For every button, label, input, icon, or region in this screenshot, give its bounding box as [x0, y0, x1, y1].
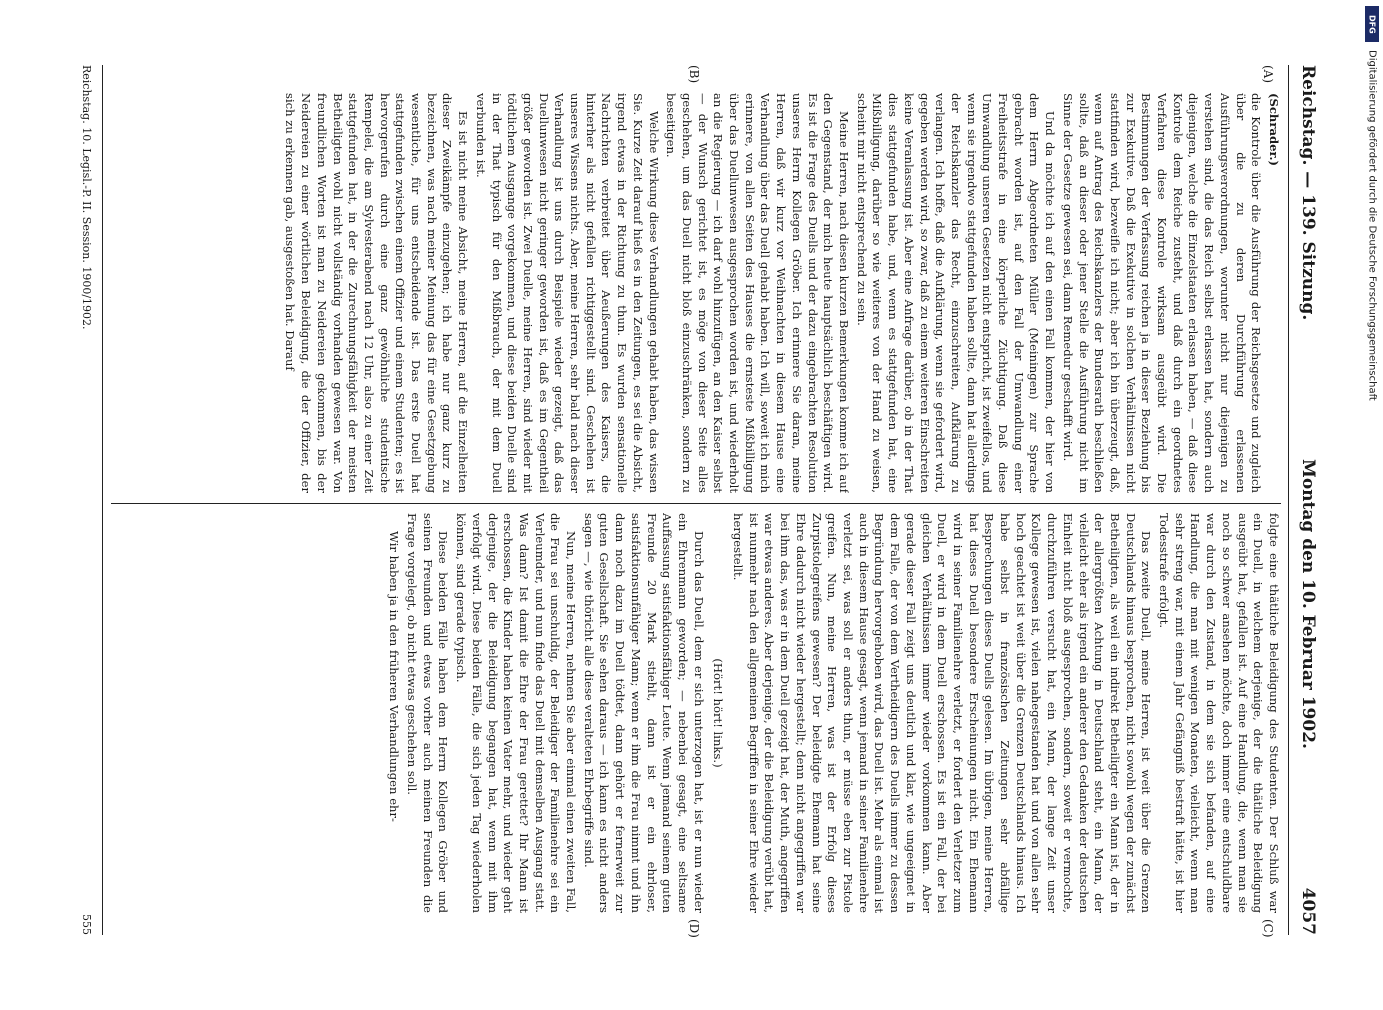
paragraph: Wir haben ja in den früheren Verhandlungen ehr-: [387, 531, 402, 822]
margin-marker-a: (A): [1261, 65, 1275, 84]
paragraph: Meine Herren, nach diesen kurzen Bemerkungen komme ich auf den Gegenstand, der mich heute hauptsächlich beschäftigen wird. Es ist die Frage des Duells und der dazu eingebrachten Resolution unseres Herrn Kollegen Gröber. Ich erinnere Sie daran, meine Herren, daß wir kurz vor Weihnachten in diesem Hause eine Verhandlung über das Duell gehabt haben. Ich will, soweit ich mich erinnere, von allen Seiten des Hauses die ernsteste Mißbilligung über das Duellunwesen ausgesprochen worden ist, und wiederholt an die Regierung — ich darf wohl hinzufügen, an den Kaiser selbst — der Wunsch gerichtet ist, es möge von dieser Seite alles geschehen, um das Duell nicht bloß einzuschränken, sondern zu beseitigen.: [664, 93, 852, 493]
page-header: [1293, 65, 1323, 935]
paragraph: die Kontrole über die Ausführung der Reichsgesetze und zugleich über die zu deren Durchführung erlassenen Ausführungsverordnungen, worunter nicht nur diejenigen zu verstehen sind, die das Reich selbst erlassen hat, sondern auch diejenigen, welche die Einzelstaaten erlassen haben, — daß diese Kontrole dem Reiche zusteht, und daß durch ein geordnetes Verfahren diese Kontrole wirksam ausgeübt wird. Die Bestimmungen der Verfassung reichen ja in dieser Beziehung bis zur Exekutive. Daß die Exekutive in solchen Verhältnissen nicht stattfinden wird, bezweifle ich nicht; aber ich bin überzeugt, daß, wenn auf Antrag des Reichskanzlers der Bundesrath beschließen sollte, daß an dieser oder jener Stelle die Ausführung nicht im Sinne der Gesetze gewesen sei, dann Remedur geschafft wird.: [1060, 93, 1264, 493]
paragraph: Das zweite Duell, meine Herren, ist weit über die Grenzen Deutschlands hinaus besprochen, nicht sowohl wegen der zunächst Betheiligten, als weil ein indirekt Betheiligter ein Mann ist, der in der allergrößten Achtung in Deutschland steht, ein Mann, der vielleicht eher als irgend ein anderer den Gedanken der deutschen Einheit nicht bloß ausgesprochen, sondern, soweit er vermochte, durchzuführen versucht hat, ein Mann, der lange Zeit unser Kollege gewesen ist, vielen nahegestanden hat und von allen sehr hoch geachtet ist weit über die Grenzen Deutschlands hinaus. Ich habe selbst in französischen Zeitungen sehr abfällige Besprechungen dieses Duells gelesen. Im übrigen, meine Herren, hat dieses Duell besondere Erscheinungen nicht. Ein Ehemann wird in seiner Familienehre verletzt, er fordert den Verletzer zum Duell, er wird in dem Duell erschossen. Es ist ein Fall, der bei gleichen Verhältnissen immer wieder vorkommen kann. Aber gerade dieser Fall zeigt uns deutlich und klar, wie ungeeignet in dem Falle, der von dem Vertheidigern des Duells immer zu dessen Begründung hervorgehoben wird, das Duell ist. Mehr als einmal ist auch in diesem Hause gesagt, wenn jemand in seiner Familienehre verletzt sei, was soll er anders thun, er müsse eben zur Pistole greifen. Nun, meine Herren, was ist der Erfolg dieses Zurpistolegreifens gewesen? Der beleidigte Ehemann hat seine Ehre dadurch nicht wieder hergestellt; denn nicht angegriffen war bei ihm das, was er in dem Duell gezeigt hat, der Muth, angegriffen war etwas anderes. Aber derjenige, der die Beleidigung verübt hat, ist nunmehr nach den allgemeinen Begriffen in seiner Ehre wieder hergestellt.: [731, 513, 1154, 913]
paragraph: Durch das Duell, dem er sich unterzogen hat, ist er nun wieder ein Ehrenmann geworden; — nebenbei gesagt, eine seltsame Auffassung satisfaktionsfähiger Leute. Wenn jemand seinem guten Freunde 20 Mark stiehlt, dann ist er ein ehrloser, satisfaktionsunfähiger Mann; wenn er ihm die Frau nimmt und ihn dann noch dazu im Duell tödtet, dann gehört er fernerweit zur guten Gesellschaft. Sie sehen daraus — ich kann es nicht anders sagen —, wie thöricht alle diese veralteten Ehrbegriffe sind.: [581, 513, 706, 913]
interjection: (Hört! hört! links.): [711, 658, 726, 768]
margin-marker-c: (C): [1261, 919, 1275, 938]
speaker-name: (Schrader.): [1267, 93, 1281, 167]
page-footer: [76, 65, 103, 935]
margin-marker-b: (B): [687, 65, 701, 84]
paragraph: Nun, meine Herren, nehmen Sie aber einmal einen zweiten Fall, die Frau sei unschuldig, der Beleidiger der Familienehre sei ein Verleumder, und nun finde das Duell mit demselben Ausgang statt. Was dann? Ist damit die Ehre der Frau gerettet? Ihr Mann ist erschossen, die Kinder haben keinen Vater mehr, und wieder geht derjenige, der die Beleidigung begangen hat, wenn mit ihm verfolgt wird. Diese beiden Fälle, die sich jeden Tag wiederholen können, sind gerade typisch.: [454, 513, 579, 913]
paragraph: Welche Wirkung diese Verhandlungen gehabt haben, das wissen Sie. Kurze Zeit darauf hieß es in den Zeitungen, es sei die Absicht, irgend etwas in der Richtung zu thun. Es wurden sensationelle Nachrichten verbreitet über Aeußerungen des Kaisers, die hinterher als nicht gefallen richtiggestellt sind. Geschehen ist unseres Wissens nichts. Aber, meine Herren, sehr bald nach dieser Verhandlung ist uns durch Beispiele wieder gezeigt, daß das Duellunwesen nicht geringer geworden ist, daß es im Gegentheil größer geworden ist. Zwei Duelle, meine Herren, sind wieder mit tödtlichem Ausgange vorgekommen, und diese beiden Duelle sind in der That typisch für den Mißbrauch, der mit dem Duell verbunden ist.: [473, 93, 661, 493]
header-rule: [1288, 65, 1289, 935]
paragraph: Diese beiden Fälle haben dem Herrn Kollegen Gröber und seinen Freunden und etwas vorher auch meinen Freunden die Frage vorgelegt, ob nicht etwas geschehen soll.: [405, 513, 451, 913]
paragraph: folgte eine thätliche Beleidigung des Studenten. Der Schluß war ein Duell, in welchem derjenige, der die thätliche Beleidigung ausgeübt hat, gefallen ist. Auf eine Handlung, die, wenn man sie noch so schwer ansehen möchte, doch immer eine entschuldbare war durch den Zustand, in dem sie sich befanden, auf eine Handlung, die man mit wenigen Monaten, vielleicht, wenn man sehr streng war, mit einem Jahr Gefängniß bestraft hätte, ist hier Todesstrafe erfolgt.: [1157, 513, 1281, 913]
dfg-logo: DFG: [1365, 6, 1379, 42]
page-number: 4057: [1298, 887, 1318, 935]
left-column: [111, 93, 1281, 493]
paragraph: Es ist nicht meine Absicht, meine Herren, auf die Einzelheiten dieser Zweikämpfe einzugehen; ich habe nur ganz kurz zu bezeichnen, was nach meiner Meinung das für eine Gesetzgebung wesentliche, für uns entscheidende ist. Das erste Duell hat stattgefunden zwischen einem Offizier und einem Studenten; es ist hervorgerufen durch eine ganz gewöhnliche studentische Rempelei, die am Sylvesterabend nach 12 Uhr, also zu einer Zeit stattgefunden hat, in der die Zurechnungsfähigkeit der meisten Betheiligten wohl nicht vollständig vorhanden gewesen war. Von freundlichen Worten ist man zu Neidereien gekommen, bis der Neidereien zu einer wörtlichen Beleidigung, die der Offizier, der sich zu erkennen gab, ausgestoßen hat. Darauf: [283, 93, 471, 493]
digitization-note: Digitalisierung gefördert durch die Deutsche Forschungsgemeinschaft: [1366, 50, 1378, 401]
column-divider: [111, 503, 1281, 504]
footer-signature: 555: [80, 914, 94, 935]
scanned-page: [41, 35, 1341, 965]
header-date: Montag den 10. Februar 1902.: [1298, 459, 1318, 749]
footer-session: Reichstag. 10. Legisl.-P. II. Session. 1900/1902.: [80, 65, 94, 330]
header-left: Reichstag. — 139. Sitzung.: [1298, 65, 1318, 321]
right-column: [111, 513, 1281, 913]
paragraph: Und da möchte ich auf den einen Fall kommen, der hier von dem Herrn Abgeordneten Müller (Meiningen) zur Sprache gebracht worden ist, auf den Fall der Umwandlung einer Freiheitsstrafe in eine körperliche Züchtigung. Daß diese Umwandlung unseren Gesetzen nicht entspricht, ist zweifellos, und wenn sie irgendwo stattgefunden haben sollte, dann hat allerdings der Reichskanzler das Recht, einzuschreiten, Aufklärung zu verlangen. Ich hoffe, daß die Aufklärung, wenn sie gefordert wird, gegeben werden wird, so zwar, daß zu einem weiteren Einschreiten keine Veranlassung ist. Aber eine Anfrage darüber, ob in der That dies stattgefunden habe, und, wenn es stattgefunden hat, eine Mißbilligung, darüber so wie weiteres von der Hand zu weisen, scheint mir nicht entsprechend zu sein.: [854, 93, 1058, 493]
margin-marker-d: (D): [687, 919, 701, 938]
